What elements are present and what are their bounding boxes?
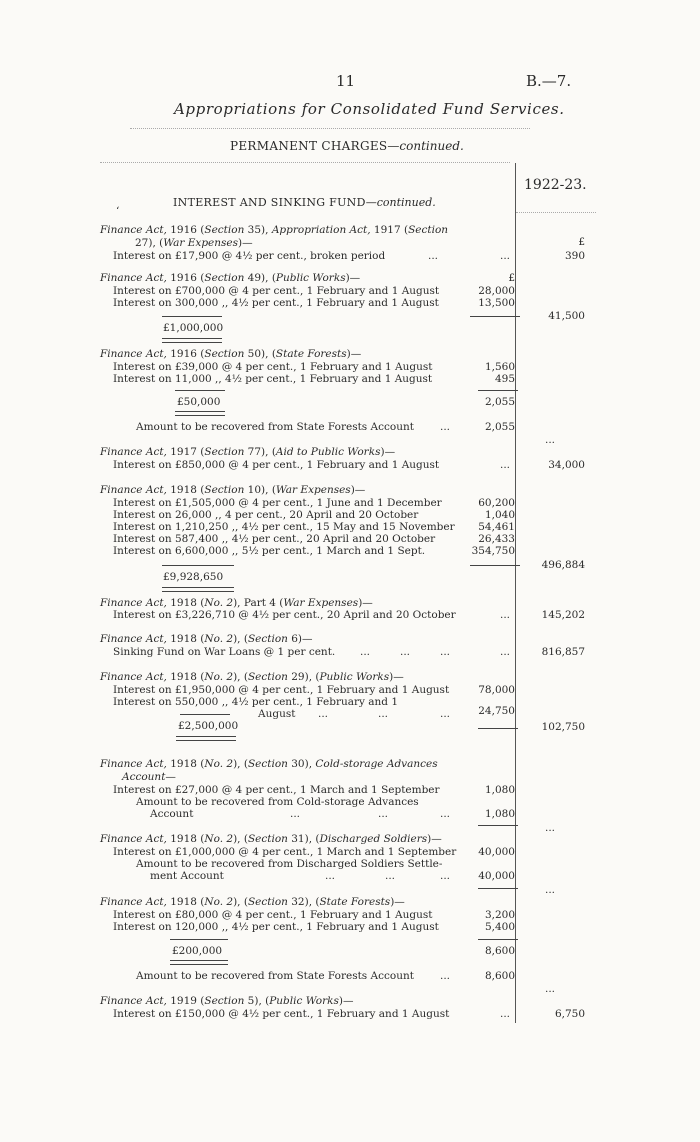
leader-dots: ... — [325, 870, 336, 882]
year-column-rule — [515, 163, 516, 1023]
double-rule — [162, 338, 222, 343]
interest-line: Interest on £850,000 @ 4 per cent., 1 February and 1 August — [113, 459, 440, 471]
interest-line: Interest on 550,000 ,, 4½ per cent., 1 February and 1 — [113, 696, 399, 708]
subtitle: PERMANENT CHARGES—continued. — [230, 139, 464, 153]
recovery-line: Amount to be recovered from Cold-storage Advances — [136, 796, 419, 808]
sum-rule — [478, 390, 518, 391]
leader-dots: ... — [360, 646, 371, 658]
double-rule — [176, 736, 236, 741]
interest-line: Interest on 1,210,250 ,, 4½ per cent., 15 May and 15 November — [113, 521, 455, 533]
entry-heading: Finance Act, 1918 (No. 2), (Section 29), (Public Works)— — [100, 671, 404, 683]
sinking-fund-line: Sinking Fund on War Loans @ 1 per cent. — [113, 646, 336, 658]
interest-line: Interest on £3,226,710 @ 4½ per cent., 20 April and 20 October — [113, 609, 456, 621]
entry-heading: Finance Act, 1918 (Section 10), (War Expenses)— — [100, 484, 366, 496]
sum-rule — [478, 939, 518, 940]
line-amount: 13,500 — [478, 297, 515, 309]
entry-heading: Finance Act, 1919 (Section 5), (Public Works)— — [100, 995, 354, 1007]
entry-heading: Finance Act, 1918 (No. 2), (Section 32), (State Forests)— — [100, 896, 405, 908]
total-amount: 145,202 — [541, 609, 585, 621]
leader-dots: ... — [440, 708, 451, 720]
page-title: Appropriations for Consolidated Fund Services. — [174, 100, 565, 118]
line-amount: 3,200 — [484, 909, 515, 921]
interest-line: Interest on 26,000 ,, 4 per cent., 20 April and 20 October — [113, 509, 419, 521]
sum-rule — [478, 728, 518, 729]
line-amount: 54,461 — [478, 521, 515, 533]
total-amount: 41,500 — [548, 310, 585, 322]
principal-total: £2,500,000 — [178, 720, 239, 732]
line-amount: 24,750 — [478, 705, 515, 717]
nil-mark: ... — [545, 434, 556, 446]
interest-line: Interest on 120,000 ,, 4½ per cent., 1 February and 1 August — [113, 921, 439, 933]
leader-dots: ... — [500, 609, 511, 621]
principal-total: £200,000 — [172, 945, 223, 957]
interest-line: Interest on £39,000 @ 4 per cent., 1 February and 1 August — [113, 361, 433, 373]
interest-line: Interest on £700,000 @ 4 per cent., 1 February and 1 August — [113, 285, 440, 297]
line-amount: 1,040 — [484, 509, 515, 521]
leader-dots: ... — [318, 708, 329, 720]
line-amount: 1,560 — [484, 361, 515, 373]
recovery-line-cont: Account — [150, 808, 194, 820]
year-column-header: 1922-23. — [524, 177, 587, 193]
interest-line-cont: August — [258, 708, 296, 720]
double-rule — [175, 411, 225, 416]
year-header-rule — [516, 212, 596, 213]
leader-dots: ... — [440, 808, 451, 820]
total-amount: 6,750 — [554, 1008, 585, 1020]
recovery-line: Amount to be recovered from Discharged Soldiers Settle- — [136, 858, 443, 870]
leader-dots: ... — [290, 808, 301, 820]
recovery-line: Amount to be recovered from State Forests Account — [136, 970, 414, 982]
recovery-amount: 8,600 — [484, 970, 515, 982]
interest-line: Interest on 300,000 ,, 4½ per cent., 1 February and 1 August — [113, 297, 439, 309]
principal-rule — [175, 390, 225, 391]
interest-line: Interest on £1,950,000 @ 4 per cent., 1 February and 1 August — [113, 684, 450, 696]
entry-heading: Finance Act, 1916 (Section 50), (State Forests)— — [100, 348, 362, 360]
entry-heading: Finance Act, 1916 (Section 35), Appropriation Act, 1917 (Section — [100, 224, 449, 236]
principal-total: £1,000,000 — [163, 322, 224, 334]
page-number: 11 — [336, 72, 356, 90]
line-amount: 78,000 — [478, 684, 515, 696]
entry-heading: Finance Act, 1918 (No. 2), (Section 30), Cold-storage Advances — [100, 758, 438, 770]
recovery-line: Amount to be recovered from State Forests Account — [136, 421, 414, 433]
total-amount: 102,750 — [541, 721, 585, 733]
leader-dots: ... — [500, 1008, 511, 1020]
leader-dots: ... — [378, 708, 389, 720]
line-amount: 40,000 — [478, 846, 515, 858]
leader-dots: ... — [378, 808, 389, 820]
sum-rule — [478, 888, 518, 889]
principal-rule — [170, 939, 228, 940]
principal-total: £9,928,650 — [163, 571, 224, 583]
line-amount: 495 — [494, 373, 515, 385]
entry-heading: Finance Act, 1917 (Section 77), (Aid to Public Works)— — [100, 446, 396, 458]
interest-line: Interest on 587,400 ,, 4½ per cent., 20 April and 20 October — [113, 533, 436, 545]
recovery-amount: 1,080 — [484, 808, 515, 820]
entry-heading-cont: 27), (War Expenses)— — [135, 237, 253, 249]
sum-amount: 2,055 — [484, 396, 515, 408]
currency-symbol: £ — [578, 236, 585, 248]
total-amount: 816,857 — [541, 646, 585, 658]
sum-amount: 8,600 — [484, 945, 515, 957]
entry-heading: Finance Act, 1918 (No. 2), (Section 31), (Discharged Soldiers)— — [100, 833, 442, 845]
interest-line: Interest on £17,900 @ 4½ per cent., broken period — [113, 250, 386, 262]
line-amount: 26,433 — [478, 533, 515, 545]
section-heading: INTEREST AND SINKING FUND—continued. — [173, 196, 436, 209]
entry-heading: Finance Act, 1918 (No. 2), Part 4 (War Expenses)— — [100, 597, 373, 609]
principal-total: £50,000 — [177, 396, 221, 408]
interest-line: Interest on 11,000 ,, 4½ per cent., 1 February and 1 August — [113, 373, 433, 385]
interest-line: Interest on £1,000,000 @ 4 per cent., 1 March and 1 September — [113, 846, 457, 858]
entry-heading: Finance Act, 1916 (Section 49), (Public Works)— — [100, 272, 361, 284]
entry-heading-cont: Account— — [122, 771, 176, 783]
currency-symbol: £ — [508, 272, 515, 284]
principal-rule — [162, 316, 222, 317]
interest-line: Interest on £80,000 @ 4 per cent., 1 February and 1 August — [113, 909, 433, 921]
leader-dots: ... — [440, 646, 451, 658]
total-amount: 390 — [564, 250, 585, 262]
nil-mark: ... — [545, 884, 556, 896]
leader-dots: ... — [500, 459, 511, 471]
title-rule — [130, 128, 530, 129]
leader-dots: ... — [428, 250, 439, 262]
interest-line: Interest on 6,600,000 ,, 5½ per cent., 1 March and 1 Sept. — [113, 545, 426, 557]
subtitle-rule — [100, 162, 510, 163]
double-rule — [170, 960, 228, 965]
interest-line: Interest on £27,000 @ 4 per cent., 1 March and 1 September — [113, 784, 440, 796]
principal-rule — [180, 714, 230, 715]
recovery-line-cont: ment Account — [150, 870, 224, 882]
principal-rule — [162, 565, 234, 566]
recovery-amount: 40,000 — [478, 870, 515, 882]
stray-mark: ‘ — [116, 205, 120, 217]
total-amount: 34,000 — [548, 459, 585, 471]
line-amount: 60,200 — [478, 497, 515, 509]
nil-mark: ... — [545, 822, 556, 834]
leader-dots: ... — [385, 870, 396, 882]
total-amount: 496,884 — [541, 559, 585, 571]
interest-line: Interest on £1,505,000 @ 4 per cent., 1 June and 1 December — [113, 497, 442, 509]
nil-mark: ... — [545, 983, 556, 995]
line-amount: 28,000 — [478, 285, 515, 297]
line-amount: 354,750 — [471, 545, 515, 557]
sum-rule — [478, 825, 518, 826]
leader-dots: ... — [500, 250, 511, 262]
sum-rule — [470, 565, 520, 566]
line-amount: 5,400 — [484, 921, 515, 933]
interest-line: Interest on £150,000 @ 4½ per cent., 1 February and 1 August — [113, 1008, 450, 1020]
leader-dots: ... — [500, 646, 511, 658]
recovery-amount: 2,055 — [484, 421, 515, 433]
leader-dots: ... — [440, 421, 451, 433]
leader-dots: ... — [400, 646, 411, 658]
sum-rule — [470, 316, 520, 317]
double-rule — [162, 587, 234, 592]
leader-dots: ... — [440, 870, 451, 882]
entry-heading: Finance Act, 1918 (No. 2), (Section 6)— — [100, 633, 313, 645]
line-amount: 1,080 — [484, 784, 515, 796]
leader-dots: ... — [440, 970, 451, 982]
document-reference: B.—7. — [526, 72, 572, 90]
